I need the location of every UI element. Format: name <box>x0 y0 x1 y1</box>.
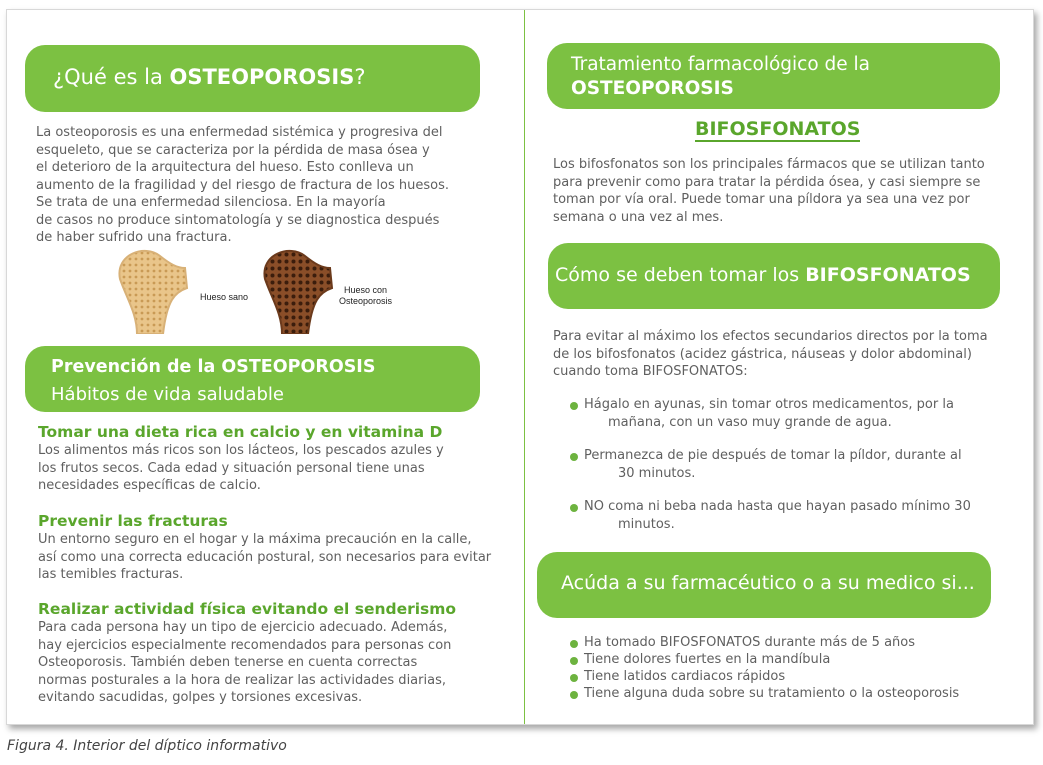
brochure-page <box>6 9 1034 725</box>
section-text-activity: Para cada persona hay un tipo de ejercicio adecuado. Además, hay ejercicios especialmente recomendados para personas con Osteoporosis. También deben tenerse en cuenta correctas normas posturales a la hora de realizar las actividades diarias, evitando sacudidas, golpes y torsiones excesivas. <box>38 620 452 705</box>
section-heading-activity: Realizar actividad física evitando el senderismo <box>38 600 457 618</box>
treatment-line1: Tratamiento farmacológico de la <box>571 54 871 75</box>
osteoporotic-bone-icon <box>264 251 332 334</box>
consult-bullets <box>570 634 959 702</box>
howto-prefix: Cómo se deben tomar los <box>555 264 806 286</box>
section-heading-diet: Tomar una dieta rica en calcio y en vitamina D <box>38 423 443 441</box>
list-item: Permanezca de pie después de tomar la píldor, durante al 30 minutos. <box>570 447 971 482</box>
list-item: Tiene alguna duda sobre su tratamiento o la osteoporosis <box>570 685 959 702</box>
prevention-title: Prevención de la OSTEOPOROSIS <box>51 357 376 377</box>
banner-consult-pharmacist <box>537 552 991 618</box>
banner-prevention <box>25 346 480 412</box>
list-item: Tiene dolores fuertes en la mandíbula <box>570 651 959 668</box>
banner-how-to-take <box>548 243 1000 309</box>
consult-title: Acúda a su farmacéutico o a su medico si... <box>561 572 975 594</box>
list-item: Ha tomado BIFOSFONATOS durante más de 5 años <box>570 634 959 651</box>
osteoporotic-bone-label: Hueso con Osteoporosis <box>339 285 393 306</box>
banner-what-is-osteoporosis <box>25 45 480 112</box>
figure-caption: Figura 4. Interior del díptico informativo <box>7 738 287 754</box>
howto-intro: Para evitar al máximo los efectos secundarios directos por la toma de los bifosfonatos (acidez gástrica, náuseas y dolor abdominal) cuando toma BIFOSFONATOS: <box>553 329 988 379</box>
banner-prefix: ¿Qué es la <box>53 65 170 89</box>
bifosfonatos-subheading: BIFOSFONATOS <box>695 118 861 140</box>
list-item: NO coma ni beba nada hasta que hayan pasado mínimo 30 minutos. <box>570 498 971 533</box>
healthy-bone-label: Hueso sano <box>200 292 249 302</box>
section-heading-fractures: Prevenir las fracturas <box>38 512 228 530</box>
howto-bullets <box>570 396 971 533</box>
banner-suffix: ? <box>354 65 366 89</box>
list-item: Tiene latidos cardiacos rápidos <box>570 668 959 685</box>
prevention-subtitle: Hábitos de vida saludable <box>51 384 284 405</box>
osteoporosis-definition: La osteoporosis es una enfermedad sistémica y progresiva del esqueleto, que se caracteriza por la pérdida de masa ósea y el deterioro de la arquitectura del hueso. Esto conlleva un aumento de la fragilidad y del riesgo de fractura de los huesos. Se trata de una enfermedad silenciosa. En la mayoría de casos no produce sintomatología y se diagnostica después de haber sufrido una fractura. <box>36 125 450 245</box>
section-text-fractures: Un entorno seguro en el hogar y la máxima precaución en la calle, así como una correcta educación postural, son necesarios para evitar las temibles fracturas. <box>38 532 492 582</box>
treatment-line2: OSTEOPOROSIS <box>571 78 734 99</box>
list-item: Hágalo en ayunas, sin tomar otros medicamentos, por la mañana, con un vaso muy grande de agua. <box>570 396 971 431</box>
center-divider <box>524 10 525 724</box>
section-text-diet: Los alimentos más ricos son los lácteos, los pescados azules y los frutos secos. Cada edad y situación personal tiene unas necesidades específicas de calcio. <box>38 443 444 493</box>
healthy-bone-icon <box>119 251 187 334</box>
howto-bold: BIFOSFONATOS <box>805 264 971 286</box>
bifosfonatos-intro: Los bifosfonatos son los principales fármacos que se utilizan tanto para prevenir como para tratar la pérdida ósea, y casi siempre se toman por vía oral. Puede tomar una píldora ya sea una vez por semana o una vez al mes. <box>553 157 985 225</box>
banner-treatment <box>547 43 1000 109</box>
banner-bold: OSTEOPOROSIS <box>169 65 355 89</box>
